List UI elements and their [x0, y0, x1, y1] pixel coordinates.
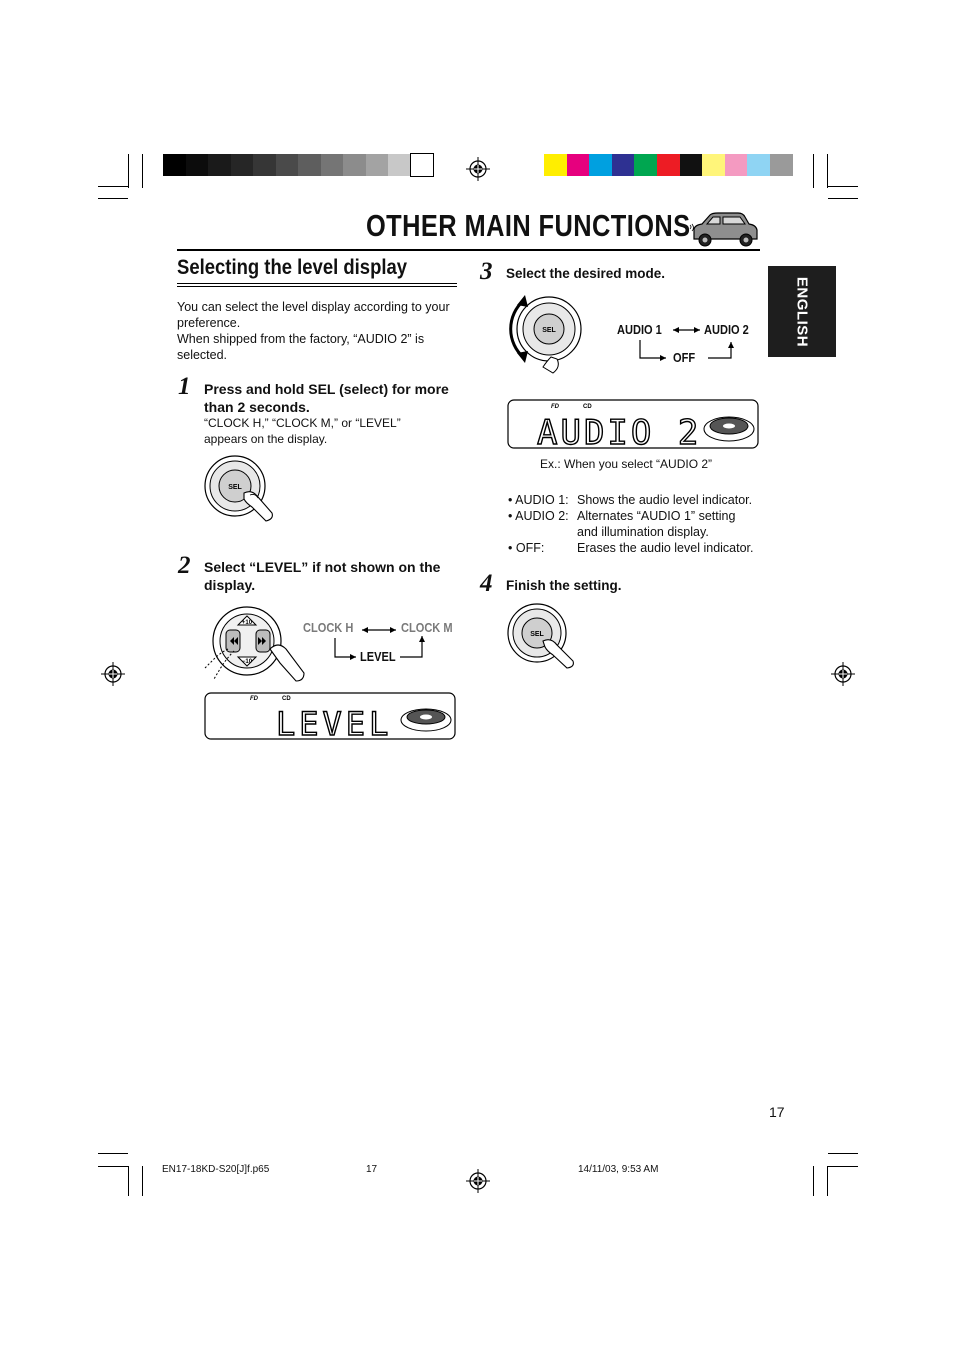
footer-filename: EN17-18KD-S20[J]f.p65	[162, 1164, 270, 1175]
sel-button-label: SEL	[542, 327, 556, 334]
cycle-arrows-icon	[630, 322, 740, 364]
calibration-swatch	[702, 154, 725, 176]
calibration-swatch	[186, 154, 209, 176]
calibration-swatch	[253, 154, 276, 176]
calibration-swatch	[343, 154, 366, 176]
footer-page: 17	[366, 1164, 378, 1175]
footer-timestamp: 14/11/03, 9:53 AM	[578, 1164, 659, 1175]
car-icon	[688, 209, 760, 249]
clock-h-label: CLOCK H	[303, 620, 354, 635]
sel-button-label: SEL	[530, 631, 544, 638]
calibration-swatch	[747, 154, 770, 176]
step-3-title: Select the desired mode.	[506, 266, 666, 281]
step-3-number: 3	[480, 258, 493, 285]
calibration-swatch	[634, 154, 657, 176]
step-4-number: 4	[480, 570, 493, 597]
calibration-swatch	[411, 154, 434, 176]
calibration-swatch	[276, 154, 299, 176]
calibration-swatch	[680, 154, 703, 176]
off-label: OFF	[673, 350, 696, 365]
page-number: 17	[769, 1104, 785, 1120]
step-2-number: 2	[178, 552, 191, 579]
step-1-title: Press and hold SEL (select) for more than 2 seconds.	[204, 381, 449, 415]
language-tab	[768, 266, 836, 357]
lcd-display-level	[204, 692, 456, 740]
language-tab-label: ENGLISH	[793, 276, 811, 347]
calibration-swatch	[208, 154, 231, 176]
calibration-swatch	[657, 154, 680, 176]
registration-mark-icon	[830, 661, 856, 687]
skip-buttons-illustration	[200, 603, 310, 685]
calibration-swatch	[612, 154, 635, 176]
audio-2-label: AUDIO 2	[704, 322, 749, 337]
calibration-swatch	[567, 154, 590, 176]
fd-indicator: FD	[551, 404, 559, 410]
display-caption: Ex.: When you select “AUDIO 2”	[540, 457, 713, 471]
lcd-display-audio2	[507, 399, 759, 449]
registration-mark-icon	[100, 661, 126, 687]
calibration-swatch	[544, 154, 567, 176]
sel-button-rotate-illustration	[505, 289, 591, 379]
option-audio-2: • AUDIO 2: Alternates “AUDIO 1” setting and illumination display.	[508, 509, 736, 539]
registration-mark-icon	[465, 1168, 491, 1194]
step-2-title: Select “LEVEL” if not shown on the display.	[204, 559, 441, 593]
sel-button-press-illustration	[200, 453, 280, 525]
step-1-number: 1	[178, 373, 191, 400]
intro-paragraph: You can select the level display according to your preference. When shipped from the factory, “AUDIO 2” is selected.	[177, 300, 450, 362]
option-audio-1: • AUDIO 1: Shows the audio level indicator.	[508, 493, 753, 507]
cd-indicator: CD	[583, 404, 592, 410]
sel-button-press-illustration	[503, 603, 581, 669]
calibration-swatch	[589, 154, 612, 176]
minus-ten-label: −10	[241, 659, 253, 665]
audio-1-label: AUDIO 1	[617, 322, 662, 337]
calibration-swatch	[366, 154, 389, 176]
calibration-swatch	[163, 154, 186, 176]
sel-button-label: SEL	[228, 484, 242, 491]
plus-ten-label: +10	[241, 620, 253, 626]
cd-indicator: CD	[282, 696, 291, 702]
lcd-text: LEVEL	[276, 705, 393, 740]
cycle-arrows-icon	[330, 622, 430, 664]
calibration-swatch	[231, 154, 254, 176]
step-4-title: Finish the setting.	[506, 578, 622, 593]
section-rule	[177, 283, 457, 284]
calibration-swatch	[321, 154, 344, 176]
level-label: LEVEL	[360, 649, 396, 664]
section-heading: Selecting the level display	[177, 256, 408, 279]
fd-indicator: FD	[250, 696, 258, 702]
option-off: • OFF: Erases the audio level indicator.	[508, 541, 754, 555]
calibration-swatch	[725, 154, 748, 176]
step-1-note: “CLOCK H,” “CLOCK M,” or “LEVEL” appears on the display.	[204, 416, 401, 446]
page-title: OTHER MAIN FUNCTIONS	[366, 208, 691, 243]
clock-m-label: CLOCK M	[401, 620, 453, 635]
calibration-swatch	[770, 154, 793, 176]
registration-mark-icon	[465, 156, 491, 182]
calibration-swatch	[298, 154, 321, 176]
lcd-text: AUDIO 2	[537, 413, 702, 449]
calibration-swatch	[388, 154, 411, 176]
title-rule	[177, 249, 760, 251]
